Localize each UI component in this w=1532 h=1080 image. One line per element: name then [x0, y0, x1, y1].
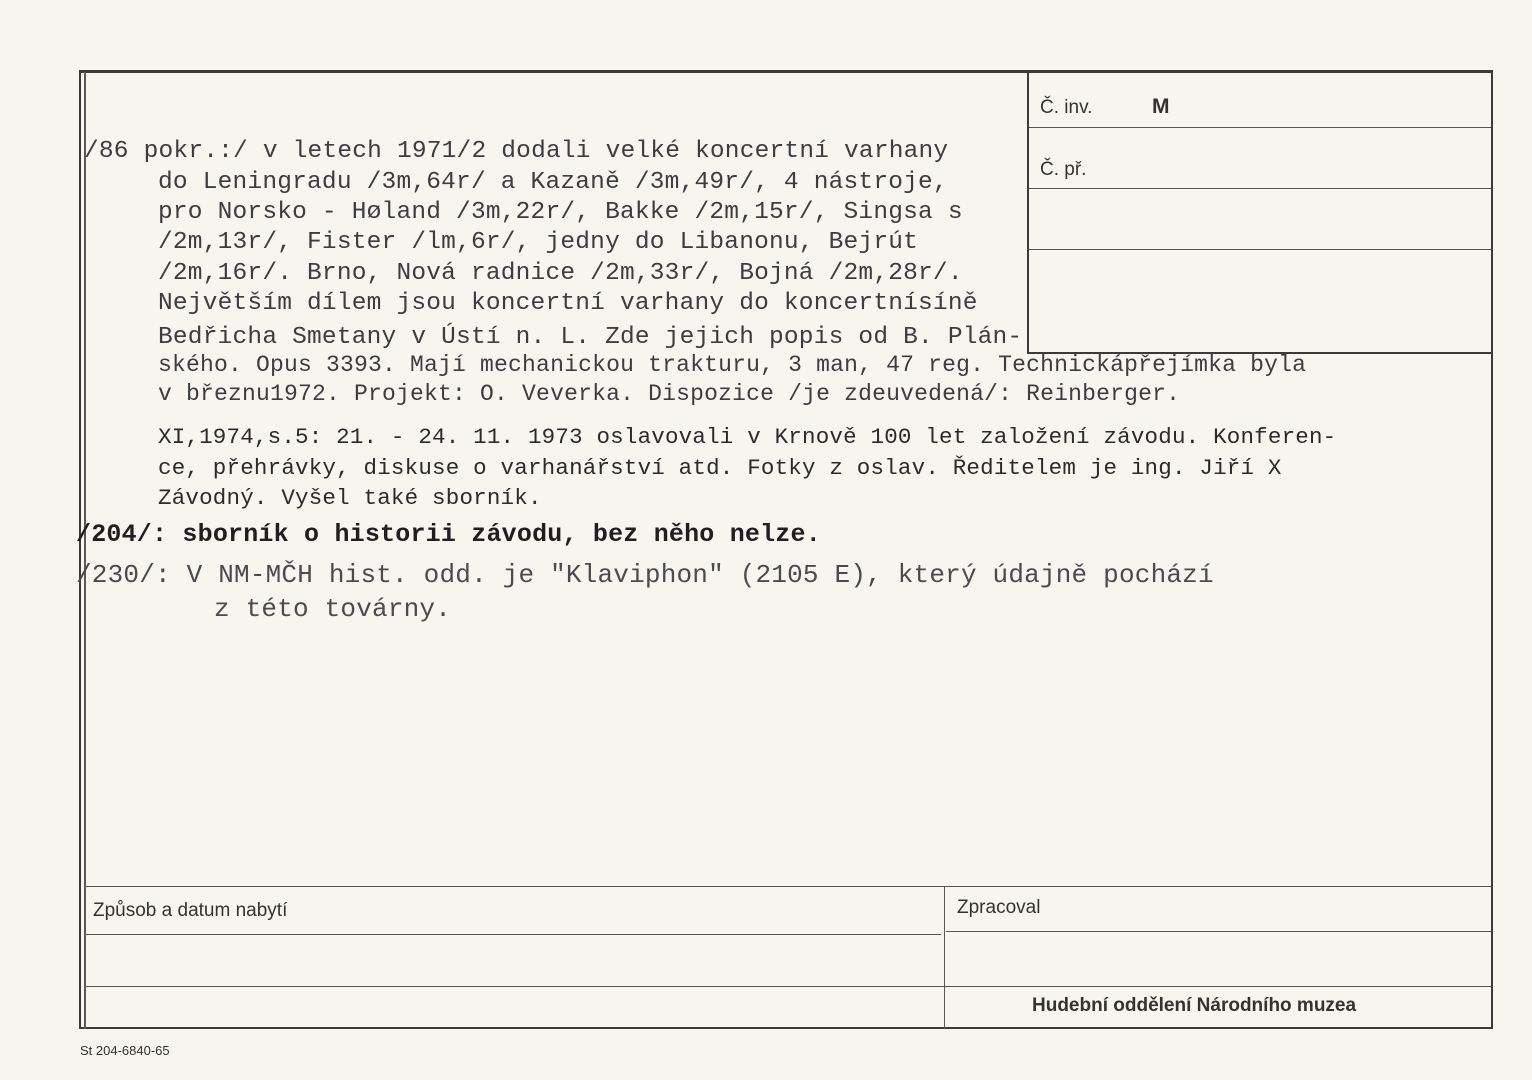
footer-divider [944, 886, 945, 1029]
footer-rule [946, 931, 1491, 932]
text-line: XI,1974,s.5: 21. - 24. 11. 1973 oslavovali v Krnově 100 let založení závodu. Konferen- [158, 424, 1337, 450]
text-line: pro Norsko - Høland /3m,22r/, Bakke /2m,15r/, Singsa s [158, 199, 963, 226]
inv-number-value: M [1152, 95, 1170, 118]
inv-number-label: Č. inv. [1040, 97, 1093, 118]
inventory-box [1027, 72, 1493, 354]
text-line: /2m,16r/. Brno, Nová radnice /2m,33r/, Bojná /2m,28r/. [158, 260, 963, 287]
footer-top-rule [86, 886, 1491, 887]
accession-number-label: Č. př. [1040, 159, 1087, 180]
text-line: /230/: V NM-MČH hist. odd. je "Klaviphon" (2105 E), který údajně pochází [76, 560, 1214, 590]
text-line: /204/: sborník o historii závodu, bez něho nelze. [76, 520, 821, 549]
acquisition-label: Způsob a datum nabytí [93, 900, 288, 921]
processed-by-label: Zpracoval [957, 897, 1041, 918]
text-line: /2m,13r/, Fister /lm,6r/, jedny do Libanonu, Bejrút [158, 229, 919, 256]
text-line: Největším dílem jsou koncertní varhany do koncertnísíně [158, 290, 978, 317]
text-line: Bedřicha Smetany v Ústí n. L. Zde jejich popis od B. Plán- [158, 324, 1023, 351]
text-line: /86 pokr.:/ v letech 1971/2 dodali velké koncertní varhany [84, 138, 949, 165]
print-code: St 204-6840-65 [80, 1043, 170, 1058]
text-line: v březnu1972. Projekt: O. Veverka. Dispozice /je zdeuvedená/: Reinberger. [158, 381, 1181, 407]
organization-name: Hudební oddělení Národního muzea [1032, 995, 1357, 1016]
footer-rule [86, 986, 1491, 987]
inv-divider [1029, 249, 1491, 250]
text-line: z této továrny. [214, 594, 452, 624]
text-line: ce, přehrávky, diskuse o varhanářství atd. Fotky z oslav. Ředitelem je ing. Jiří X [158, 455, 1282, 481]
text-line: ského. Opus 3393. Mají mechanickou trakturu, 3 man, 47 reg. Technickápřejímka byla [158, 352, 1307, 378]
footer-rule [86, 934, 941, 935]
text-line: Závodný. Vyšel také sborník. [158, 485, 542, 511]
inv-divider [1029, 127, 1491, 128]
text-line: do Leningradu /3m,64r/ a Kazaně /3m,49r/, 4 nástroje, [158, 169, 948, 196]
inv-divider [1029, 188, 1491, 189]
